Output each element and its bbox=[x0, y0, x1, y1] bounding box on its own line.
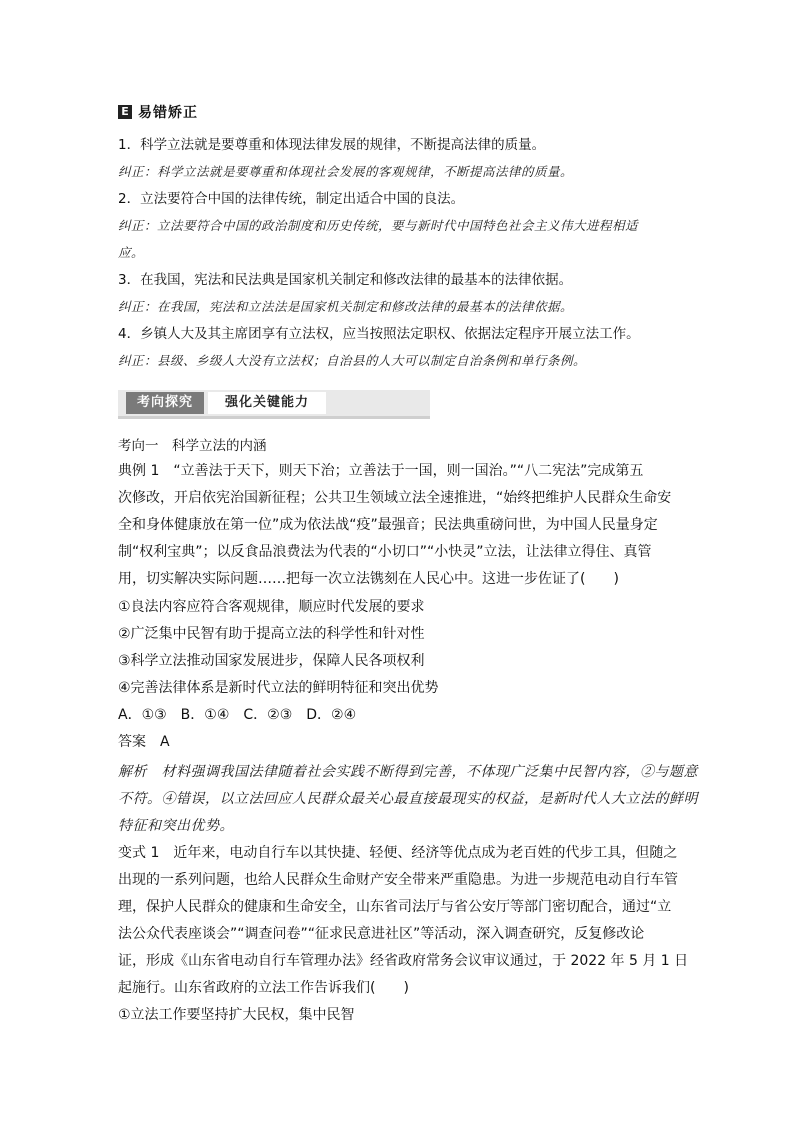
variant-1-line: 理，保护人民群众的健康和生命安全，山东省司法厅与省公安厅等部门密切配合，通过“立 bbox=[118, 899, 672, 915]
section-header bbox=[118, 101, 198, 123]
option-item: ①立法工作要坚持扩大民权，集中民智 bbox=[118, 1007, 355, 1023]
example-1-line: 典例 1 “立善法于天下，则天下治；立善法于一国，则一国治。”“八二宪法”完成第五 bbox=[118, 463, 644, 479]
answer-value: A bbox=[160, 734, 170, 750]
statement-2: 2．立法要符合中国的法律传统，制定出适合中国的良法。 bbox=[118, 191, 465, 207]
example-1-line: 次修改，开启依宪治国新征程；公共卫生领域立法全速推进，“始终把维护人民群众生命安 bbox=[118, 490, 672, 506]
option-item: ④完善法律体系是新时代立法的鲜明特征和突出优势 bbox=[118, 680, 439, 696]
variant-1-stem bbox=[118, 840, 689, 1029]
option-item: ②广泛集中民智有助于提高立法的科学性和针对性 bbox=[118, 626, 425, 642]
correction-1: 纠正：科学立法就是要尊重和体现社会发展的客观规律，不断提高法律的质量。 bbox=[118, 164, 574, 179]
example-1-line: 制“权利宝典”；以反食品浪费法为代表的“小切口”“小快灵”立法，让法律立得住、真管 bbox=[118, 544, 652, 560]
answer-row bbox=[118, 732, 170, 752]
section-title: 易错矫正 bbox=[138, 105, 198, 121]
variant-1-line: 法公众代表座谈会”“调查问卷”“征求民意进社区”等活动，深入调查研究，反复修改论 bbox=[118, 926, 645, 942]
statement-1: 1．科学立法就是要尊重和体现法律发展的规律，不断提高法律的质量。 bbox=[118, 137, 546, 153]
statement-3: 3．在我国，宪法和民法典是国家机关制定和修改法律的最基本的法律依据。 bbox=[118, 272, 573, 288]
analysis-line: 不符。④错误，以立法回应人民群众最关心最直接最现实的权益，是新时代人大立法的鲜明 bbox=[118, 791, 698, 807]
correction-2-line-2: 应。 bbox=[118, 245, 145, 260]
banner-tag: 考向探究 bbox=[126, 392, 204, 414]
example-1-choices: A．①③ B．①④ C．②③ D．②④ bbox=[118, 707, 357, 723]
option-item: ③科学立法推动国家发展进步，保障人民各项权利 bbox=[118, 653, 425, 669]
statement-4: 4．乡镇人大及其主席团享有立法权，应当按照法定职权、依据法定程序开展立法工作。 bbox=[118, 326, 640, 342]
banner-subtitle: 强化关键能力 bbox=[208, 392, 326, 414]
variant-1-line: 变式 1 近年来，电动自行车以其快捷、轻便、经济等优点成为老百姓的代步工具，但随之 bbox=[118, 845, 678, 861]
correction-3: 纠正：在我国，宪法和立法法是国家机关制定和修改法律的最基本的法律依据。 bbox=[118, 299, 574, 314]
example-1-line: 全和身体健康放在第一位”成为依法战“疫”最强音；民法典重磅问世，为中国人民量身定 bbox=[118, 517, 658, 533]
section-e-icon: E bbox=[118, 105, 132, 119]
variant-1-line: 证，形成《山东省电动自行车管理办法》经省政府常务会议审议通过，于 2022 年 5 月 1 日 bbox=[118, 953, 689, 969]
section-banner bbox=[118, 390, 430, 419]
correction-2-line-1: 纠正：立法要符合中国的政治制度和历史传统，要与新时代中国特色社会主义伟大进程相适 bbox=[118, 218, 639, 233]
answer-label: 答案 bbox=[118, 734, 146, 750]
variant-1-line: 起施行。山东省政府的立法工作告诉我们( ) bbox=[118, 980, 409, 996]
analysis-line: 解析 材料强调我国法律随着社会实践不断得到完善，不体现广泛集中民智内容，②与题意 bbox=[118, 764, 698, 780]
variant-1-line: 出现的一系列问题，也给人民群众生命财产安全带来严重隐患。为进一步规范电动自行车管 bbox=[118, 872, 678, 888]
example-1-stem bbox=[118, 458, 678, 593]
option-item: ①良法内容应符合客观规律，顺应时代发展的要求 bbox=[118, 599, 425, 615]
topic-heading: 考向一 科学立法的内涵 bbox=[118, 438, 267, 454]
correction-4: 纠正：县级、乡级人大没有立法权；自治县的人大可以制定自治条例和单行条例。 bbox=[118, 353, 587, 368]
analysis-line: 特征和突出优势。 bbox=[118, 818, 234, 834]
example-1-line: 用，切实解决实际问题……把每一次立法镌刻在人民心中。这进一步佐证了( ) bbox=[118, 571, 619, 587]
example-1-analysis bbox=[118, 759, 698, 840]
example-1-options bbox=[118, 594, 678, 702]
